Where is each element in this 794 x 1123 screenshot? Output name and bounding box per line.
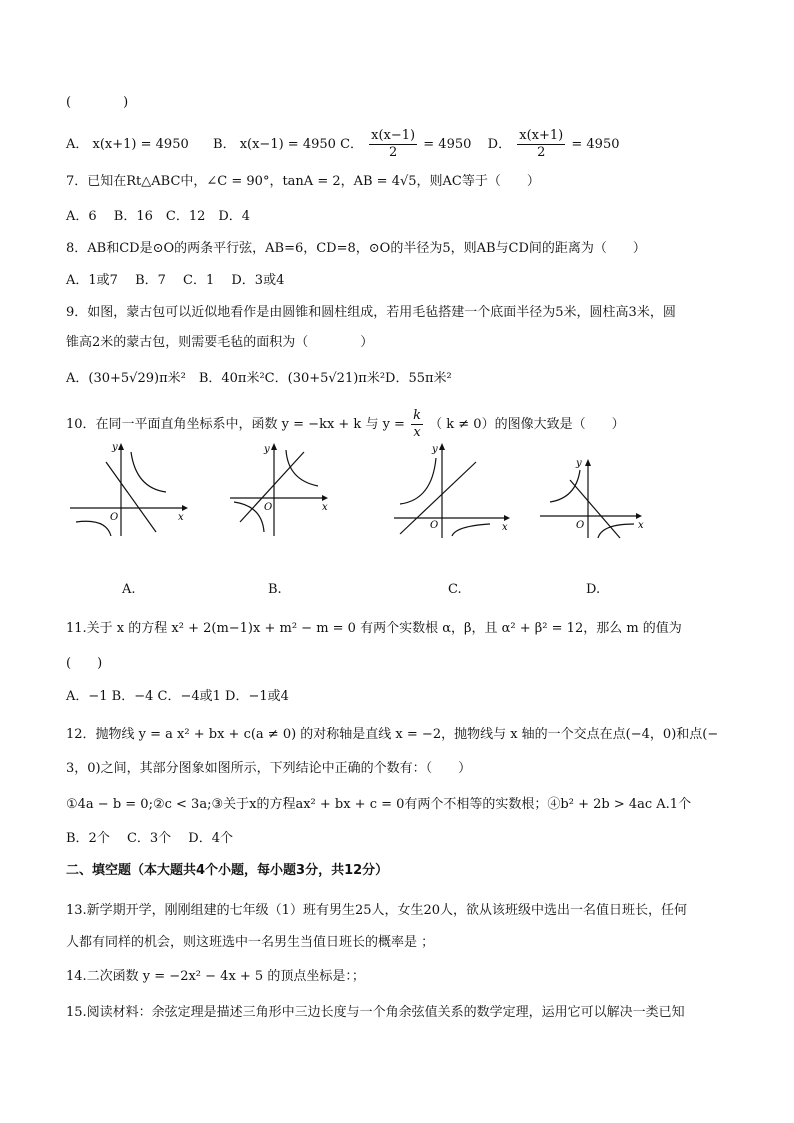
graph-d-y-arrow bbox=[585, 459, 591, 466]
q12-text-line2: 3，0)之间，其部分图象如图所示，下列结论中正确的个数有：（ ） bbox=[66, 761, 472, 776]
q6-option-c-suffix: = 4950 bbox=[423, 137, 472, 152]
graph-a-x-arrow bbox=[182, 505, 188, 511]
q6-option-c-prefix: C． bbox=[340, 137, 364, 152]
graph-d-label: D. bbox=[586, 582, 601, 597]
q10-text-prefix: 10．在同一平面直角坐标系中，函数 y = −kx + k 与 y = bbox=[66, 417, 405, 432]
q6-option-a: A． x(x+1) = 4950 bbox=[66, 137, 189, 152]
graph-b-x-arrow bbox=[322, 495, 328, 501]
q9-options: A．(30+5√29)π米² B．40π米²C．(30+5√21)π米²D．55π米² bbox=[66, 371, 452, 386]
q13-text-line1: 13.新学期开学，刚刚组建的七年级（1）班有男生25人，女生20人，欲从该班级中选出一名值日班长，任何 bbox=[66, 903, 688, 918]
graph-c bbox=[390, 440, 520, 540]
q11-paren: ( ) bbox=[66, 656, 103, 671]
graph-c-curve-2 bbox=[452, 524, 490, 536]
q8-text: 8．AB和CD是⊙O的两条平行弦，AB=6，CD=8，⊙O的半径为5，则AB与CD间的距离为（ ） bbox=[66, 241, 646, 256]
graph-b-curve-2 bbox=[234, 502, 264, 532]
q10-frac-num: k bbox=[413, 408, 421, 423]
q14-text: 14.二次函数 y = −2x² − 4x + 5 的顶点坐标是：； bbox=[66, 969, 365, 984]
q10-text bbox=[66, 408, 625, 441]
graph-d-x-arrow bbox=[636, 513, 642, 519]
graph-b-y-arrow bbox=[271, 443, 277, 450]
q6-option-c-num: x(x−1) bbox=[371, 128, 416, 143]
graph-a-curve-2 bbox=[76, 521, 111, 536]
section2-heading: 二、填空题（本大题共4个小题，每小题3分，共12分） bbox=[66, 863, 389, 878]
graph-b-label: B. bbox=[268, 582, 282, 597]
graph-b-curve-1 bbox=[286, 450, 318, 486]
graph-a-x-label: x bbox=[178, 512, 184, 523]
q12-options: B．2个 C．3个 D．4个 bbox=[66, 831, 234, 846]
graph-d-curve-2 bbox=[598, 524, 634, 538]
graph-a-label: A. bbox=[122, 582, 136, 597]
q7-options: A．6 B．16 C．12 D．4 bbox=[66, 209, 251, 224]
graph-b bbox=[226, 440, 356, 540]
graph-b-x-label: x bbox=[322, 502, 328, 513]
graph-c-x-arrow bbox=[504, 515, 510, 521]
q11-options: A．−1 B．−4 C．−4或1 D．−1或4 bbox=[66, 689, 289, 704]
graph-b-y-label: y bbox=[264, 444, 270, 455]
graph-b-origin: O bbox=[264, 502, 273, 513]
q7-text: 7．已知在Rt△ABC中，∠C = 90°，tanA = 2，AB = 4√5，则AC等于（ ） bbox=[66, 174, 540, 189]
q9-text-line2: 锥高2米的蒙古包，则需要毛毡的面积为（ ） bbox=[66, 335, 374, 350]
q13-text-line2: 人都有同样的机会，则这班选中一名男生当值日班长的概率是 ； bbox=[66, 935, 435, 950]
graph-c-x-label: x bbox=[502, 522, 508, 533]
graph-a-origin: O bbox=[110, 512, 119, 523]
q15-text: 15.阅读材料：余弦定理是描述三角形中三边长度与一个角余弦值关系的数学定理，运用它可以解决一类已知 bbox=[66, 1005, 685, 1020]
graph-d-origin: O bbox=[576, 520, 585, 531]
q8-options: A．1或7 B．7 C．1 D．3或4 bbox=[66, 273, 285, 288]
graph-d bbox=[536, 440, 666, 540]
q6-option-b: B． x(x−1) = 4950 bbox=[213, 137, 336, 152]
q6-option-d-suffix: = 4950 bbox=[571, 137, 620, 152]
graph-d-x-label: x bbox=[638, 520, 644, 531]
q6-options bbox=[66, 128, 619, 161]
q12-text-line1: 12．抛物线 y = a x² + bx + c(a ≠ 0) 的对称轴是直线 x = −2，抛物线与 x 轴的一个交点在点(−4，0)和点(− bbox=[66, 727, 719, 742]
graph-a-y-arrow bbox=[118, 443, 124, 450]
q6-paren: ( ) bbox=[66, 95, 129, 110]
q6-option-d-prefix: D． bbox=[487, 137, 512, 152]
graph-d-curve-1 bbox=[550, 470, 580, 502]
q6-option-c-fraction bbox=[369, 128, 417, 161]
graph-c-y-arrow bbox=[439, 443, 445, 450]
graph-a-y-label: y bbox=[112, 442, 118, 453]
graph-c-y-label: y bbox=[432, 444, 438, 455]
q12-text-line3: ①4a − b = 0;②c < 3a;③关于x的方程ax² + bx + c = 0有两个不相等的实数根；④b² + 2b > 4ac A.1个 bbox=[66, 797, 692, 812]
graph-a-curve-1 bbox=[131, 452, 166, 492]
graph-c-label: C. bbox=[448, 582, 462, 597]
q10-frac-den: x bbox=[413, 425, 421, 440]
q11-text: 11.关于 x 的方程 x² + 2(m−1)x + m² − m = 0 有两个实数根 α，β，且 α² + β² = 12，那么 m 的值为 bbox=[66, 621, 682, 636]
q10-text-suffix: （ k ≠ 0）的图像大致是（ ） bbox=[429, 417, 625, 432]
q6-option-c-den: 2 bbox=[389, 145, 398, 160]
graph-c-origin: O bbox=[430, 520, 439, 531]
graph-c-curve-1 bbox=[400, 458, 436, 504]
q10-fraction bbox=[411, 408, 423, 441]
graph-a bbox=[66, 440, 196, 540]
q6-option-d-den: 2 bbox=[537, 145, 546, 160]
graph-d-y-label: y bbox=[576, 458, 582, 469]
q6-option-d-fraction bbox=[517, 128, 565, 161]
q6-option-d-num: x(x+1) bbox=[519, 128, 564, 143]
q9-text-line1: 9．如图，蒙古包可以近似地看作是由圆锥和圆柱组成，若用毛毡搭建一个底面半径为5米，圆柱高3米，圆 bbox=[66, 305, 676, 320]
